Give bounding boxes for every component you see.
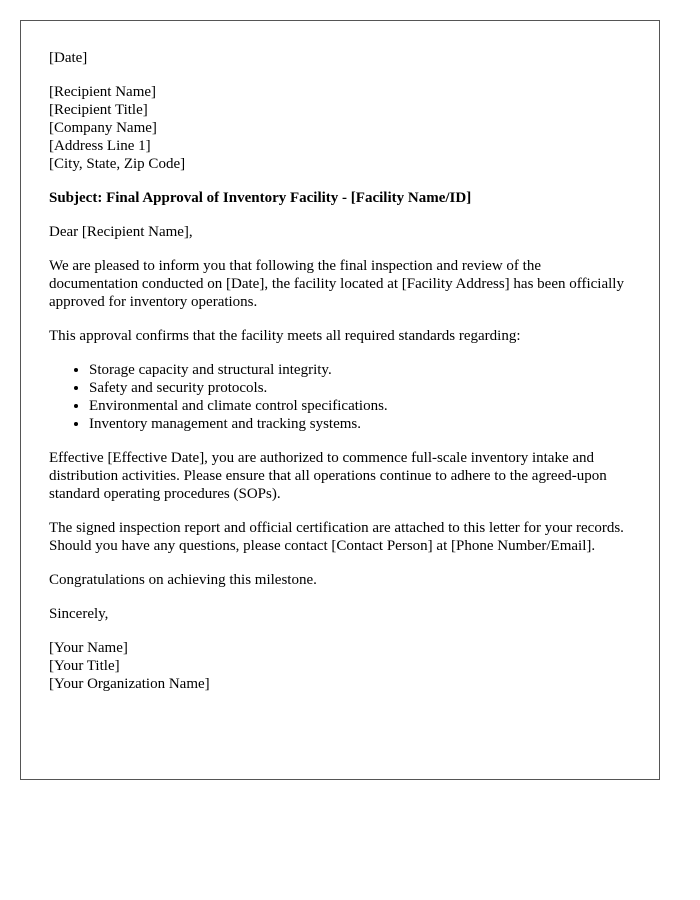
list-item: • Inventory management and tracking systems.	[89, 415, 631, 433]
list-item: • Storage capacity and structural integrity.	[89, 361, 631, 379]
signature-block	[49, 639, 631, 693]
signer-title: [Your Title]	[49, 658, 120, 674]
body-paragraph-standards-intro: This approval confirms that the facility meets all required standards regarding:	[49, 328, 521, 344]
date-block	[49, 49, 631, 67]
subject-line: Subject: Final Approval of Inventory Facility - [Facility Name/ID]	[49, 190, 472, 206]
body-paragraph-authorization: Effective [Effective Date], you are authorized to commence full-scale inventory intake and distribution activities. Please ensure that all operations continue to adhere to the agreed-upon standard operating procedures (SOPs).	[49, 450, 607, 502]
body-paragraph-attachments: The signed inspection report and official certification are attached to this letter for your records. Should you have any questions, please contact [Contact Person] at [Phone Number/Email].	[49, 520, 624, 554]
recipient-address-line1: [Address Line 1]	[49, 138, 151, 154]
list-item: • Environmental and climate control specifications.	[89, 397, 631, 415]
closing: Sincerely,	[49, 606, 109, 622]
signer-organization: [Your Organization Name]	[49, 676, 210, 692]
standards-list	[49, 361, 631, 433]
recipient-title: [Recipient Title]	[49, 102, 148, 118]
recipient-city-state-zip: [City, State, Zip Code]	[49, 156, 186, 172]
salutation: Dear [Recipient Name],	[49, 224, 193, 240]
recipient-company: [Company Name]	[49, 120, 157, 136]
body-paragraph-approval: We are pleased to inform you that following the final inspection and review of the documentation conducted on [Date], the facility located at [Facility Address] has been officially approved for inventory operations.	[49, 258, 624, 310]
recipient-address-block	[49, 83, 631, 173]
recipient-name: [Recipient Name]	[49, 84, 157, 100]
list-item: • Safety and security protocols.	[89, 379, 631, 397]
letter-page	[20, 20, 660, 780]
letter-date: [Date]	[49, 50, 88, 66]
signer-name: [Your Name]	[49, 640, 128, 656]
body-paragraph-congratulations: Congratulations on achieving this milestone.	[49, 572, 317, 588]
